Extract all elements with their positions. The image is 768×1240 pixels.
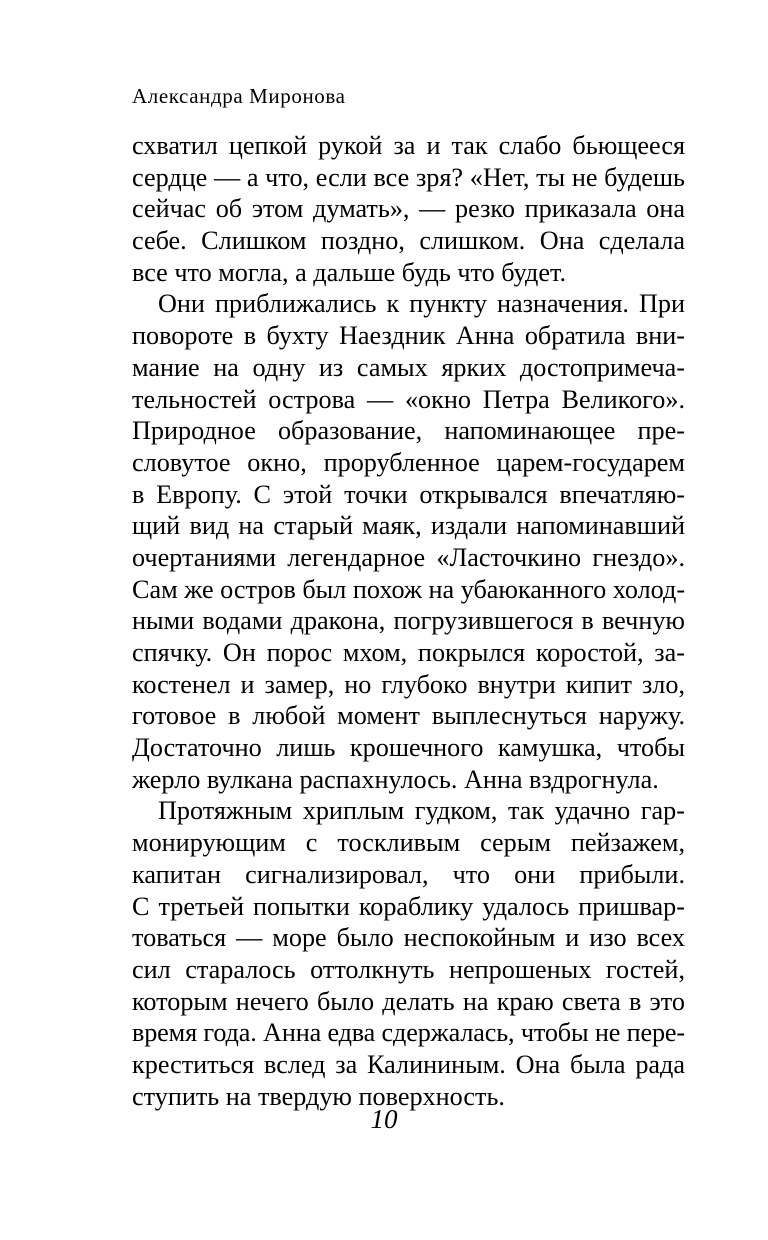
text-line: очертаниями легендарное «Ласточкино гнездо». <box>132 542 685 572</box>
text-line: Природное образование, напоминающее пре- <box>132 416 685 446</box>
text-line: капитан сигнализировал, что они прибыли. <box>132 859 685 889</box>
text-line: костенел и замер, но глубоко внутри кипит зло, <box>132 669 685 699</box>
text-line: товаться — море было неспокойным и изо всех <box>132 923 685 953</box>
body-text <box>132 130 685 1112</box>
text-line: себе. Слишком поздно, слишком. Она сделала <box>132 226 685 256</box>
text-line: Они приближались к пункту назначения. При <box>158 289 685 319</box>
text-line: ными водами дракона, погрузившегося в вечную <box>132 606 685 636</box>
paragraph-1 <box>132 130 685 288</box>
text-line: повороте в бухту Наездник Анна обратила вни- <box>132 321 685 351</box>
text-line: монирующим с тоскливым серым пейзажем, <box>132 828 685 858</box>
text-line: готовое в любой момент выплеснуться наружу. <box>132 701 685 731</box>
running-head-author: Александра Миронова <box>132 84 346 108</box>
text-line: тельностей острова — «окно Петра Великого». <box>132 384 685 414</box>
text-line: Достаточно лишь крошечного камушка, чтобы <box>132 733 685 763</box>
paragraph-3 <box>132 795 685 1112</box>
page-number: 10 <box>370 1104 398 1134</box>
text-line: мание на одну из самых ярких достопримеча- <box>132 352 685 382</box>
text-line: в Европу. С этой точки открывался впечатляю- <box>132 479 685 509</box>
text-line: сердце — а что, если все зря? «Нет, ты не будешь <box>132 162 685 192</box>
text-line: спячку. Он порос мхом, покрылся коростой, за- <box>132 638 685 667</box>
text-line: ступить на твердую поверхность. <box>132 1081 505 1111</box>
text-line: которым нечего было делать на краю света в это <box>132 986 685 1016</box>
text-line: Протяжным хриплым гудком, так удачно гар- <box>158 796 685 826</box>
text-line: словутое окно, прорубленное царем-государем <box>132 447 685 477</box>
text-line: все что могла, а дальше будь что будет. <box>132 257 567 287</box>
text-line: сил старалось оттолкнуть непрошеных гостей, <box>132 954 685 984</box>
text-line: схватил цепкой рукой за и так слабо бьющееся <box>132 131 685 160</box>
text-line: креститься вслед за Калининым. Она была рада <box>132 1049 685 1079</box>
text-line: С третьей попытки кораблику удалось пришвар- <box>132 891 685 921</box>
text-line: жерло вулкана распахнулось. Анна вздрогнула. <box>132 764 659 794</box>
text-line: Сам же остров был похож на убаюканного холод- <box>132 574 686 604</box>
text-line: время года. Анна едва сдержалась, чтобы не пере- <box>132 1018 685 1048</box>
text-line: сейчас об этом думать», — резко приказала она <box>132 194 685 224</box>
paragraph-2 <box>132 288 685 795</box>
text-line: щий вид на старый маяк, издали напоминавший <box>132 511 685 541</box>
